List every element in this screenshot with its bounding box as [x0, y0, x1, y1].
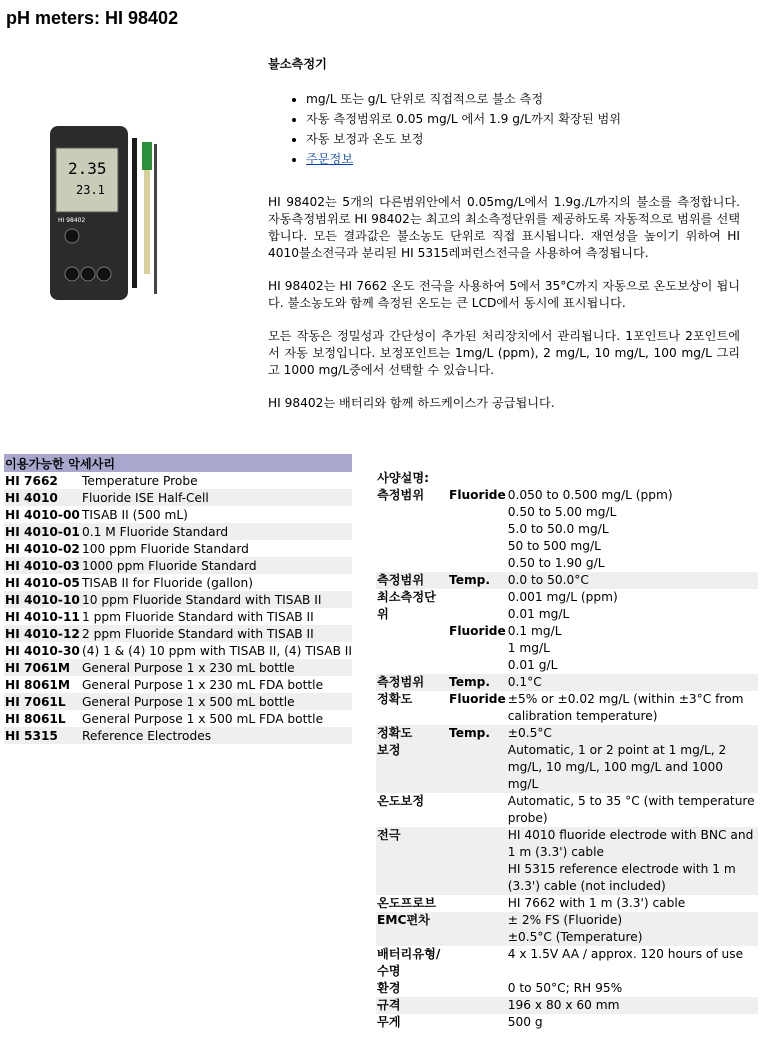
spec-value: ±0.5°C [507, 725, 758, 742]
spec-label: 무게 [377, 1015, 401, 1029]
description-paragraph: HI 98402는 HI 7662 온도 전극을 사용하여 5에서 35°C까지 자동으로 온도보상이 됩니다. 불소농도와 함께 측정된 온도는 큰 LCD에서 동시에 표시됩니다. [268, 279, 740, 310]
accessory-row [4, 608, 352, 625]
accessory-row [4, 523, 352, 540]
spec-label: 환경 [377, 981, 401, 995]
accessory-row [4, 676, 352, 693]
accessory-description: General Purpose 1 x 230 mL bottle [81, 659, 352, 676]
spec-value: 0.1 mg/L 1 mg/L 0.01 g/L [507, 624, 562, 672]
accessory-row [4, 574, 352, 591]
accessory-code: HI 7061L [4, 693, 81, 710]
spec-sublabel: Temp. [448, 725, 507, 742]
order-info-link[interactable]: 주문정보 [306, 152, 354, 166]
spec-value: ±5% or ±0.02 mg/L (within ±3°C from calibration temperature) [507, 692, 744, 723]
accessory-code: HI 4010-02 [5, 541, 80, 556]
spec-sublabel: Temp. [448, 572, 507, 589]
spec-label: 배터리유형/수명 [377, 947, 441, 978]
accessory-code: HI 7061M [4, 659, 81, 676]
spec-sublabel: Fluoride [449, 624, 506, 638]
accessory-code: HI 4010 [4, 489, 81, 506]
lcd-reading-bottom: 23.1 [76, 183, 105, 197]
spec-label: 규격 [376, 997, 448, 1014]
spec-row [376, 895, 758, 912]
spec-label: 온도보정 [377, 794, 425, 808]
spec-label [376, 623, 448, 674]
meter-product-image [46, 118, 166, 304]
accessory-code: HI 4010-10 [5, 592, 80, 607]
spec-value: 196 x 80 x 60 mm [507, 997, 758, 1014]
feature-item: • 자동 보정과 온도 보정 [306, 131, 740, 148]
spec-value: 4 x 1.5V AA / approx. 120 hours of use [507, 947, 744, 961]
accessory-code: HI 4010-11 [5, 609, 80, 624]
meter-button-on [65, 229, 79, 243]
accessory-description: TISAB II (500 mL) [81, 507, 188, 522]
accessory-code: HI 4010-00 [5, 507, 80, 522]
lcd-reading-top: 2.35 [68, 159, 107, 178]
accessory-row [4, 625, 352, 642]
accessory-description: General Purpose 1 x 230 mL FDA bottle [81, 677, 324, 692]
specifications-caption: 사양설명: [377, 471, 429, 485]
accessory-code: HI 7662 [5, 473, 58, 488]
specifications-table [376, 470, 758, 1031]
accessory-description: 1 ppm Fluoride Standard with TISAB II [81, 609, 314, 624]
accessory-description: General Purpose 1 x 500 mL FDA bottle [81, 711, 324, 726]
spec-label: 전극 [376, 827, 448, 895]
accessory-row [4, 710, 352, 727]
accessory-code: HI 4010-05 [5, 575, 80, 590]
spec-row [376, 742, 758, 793]
spec-label: 온도프로브 [377, 896, 436, 910]
spec-row [376, 1014, 758, 1031]
accessory-description: 0.1 M Fluoride Standard [81, 523, 352, 540]
accessory-description: (4) 1 & (4) 10 ppm with TISAB II, (4) TISAB II [81, 643, 352, 658]
spec-row [376, 623, 758, 674]
feature-item: • mg/L 또는 g/L 단위로 직접적으로 불소 측정 [306, 91, 740, 108]
spec-label: 정확도 [376, 725, 448, 742]
spec-value: 0.050 to 0.500 mg/L (ppm) 0.50 to 5.00 mg/L 5.0 to 50.0 mg/L 50 to 500 mg/L 0.50 to 1.90 g/L [507, 488, 673, 570]
accessory-description: Reference Electrodes [81, 727, 352, 744]
spec-label: 측정범위 [376, 674, 448, 691]
product-subtitle: 불소측정기 [268, 57, 327, 71]
spec-value: 0.1°C [507, 674, 758, 691]
spec-sublabel [448, 946, 507, 980]
accessory-row [4, 693, 352, 710]
page-title: pH meters: HI 98402 [6, 8, 179, 28]
spec-sublabel [448, 793, 507, 827]
accessory-description: 1000 ppm Fluoride Standard [81, 557, 352, 574]
accessory-description: 10 ppm Fluoride Standard with TISAB II [81, 591, 352, 608]
accessory-code: HI 4010-30 [5, 643, 80, 658]
accessory-row [4, 727, 352, 744]
spec-value: 0 to 50°C; RH 95% [507, 981, 623, 995]
accessories-header: 이용가능한 악세사리 [4, 454, 352, 472]
spec-row [376, 572, 758, 589]
spec-label: 최소측정단위 [377, 590, 436, 621]
feature-item: • 자동 측정범위로 0.05 mg/L 에서 1.9 g/L까지 확장된 범위 [306, 111, 740, 128]
spec-row [376, 589, 758, 623]
spec-sublabel: Fluoride [449, 488, 506, 502]
description-paragraph: HI 98402는 5개의 다른범위안에서 0.05mg/L에서 1.9g./L까지의 불소를 측정합니다. 자동측정범위로 HI 98402는 최고의 최소측정단위를 제공하도록 자동적으로 범위를 선택합니다. 모든 결과값은 불소농도 단위로 직접 표시됩니다. 재연성을 높이기 위하여 HI 4010불소전극과 분리된 HI 5315레퍼런스전극을 사용하여 측정됩니다. [268, 195, 740, 260]
accessory-description: 2 ppm Fluoride Standard with TISAB II [81, 625, 352, 642]
spec-sublabel [448, 589, 507, 623]
accessory-description: Fluoride ISE Half-Cell [81, 489, 352, 506]
spec-sublabel [448, 912, 507, 946]
accessory-code: HI 8061L [5, 711, 66, 726]
spec-sublabel [448, 1014, 507, 1031]
spec-row [376, 793, 758, 827]
accessory-description: Temperature Probe [81, 473, 198, 488]
feature-list [268, 91, 740, 168]
spec-label: 보정 [376, 742, 448, 793]
spec-sublabel [448, 827, 507, 895]
accessory-code: HI 4010-03 [5, 558, 80, 573]
spec-label: EMC편차 [376, 912, 448, 946]
accessories-table [4, 454, 352, 744]
spec-value: 500 g [507, 1015, 543, 1029]
description-paragraph: HI 98402는 배터리와 함께 하드케이스가 공급됩니다. [268, 396, 555, 410]
accessory-code: HI 5315 [4, 727, 81, 744]
spec-value: 0.0 to 50.0°C [507, 572, 758, 589]
accessory-code: HI 4010-01 [5, 524, 80, 539]
spec-row [376, 674, 758, 691]
accessory-row [4, 506, 352, 523]
spec-row [376, 980, 758, 997]
meter-lcd [56, 148, 118, 212]
spec-sublabel [448, 742, 507, 793]
spec-row [376, 487, 758, 572]
spec-row [376, 946, 758, 980]
accessory-row [4, 557, 352, 574]
spec-label: 측정범위 [376, 572, 448, 589]
product-description [268, 56, 740, 428]
accessory-code: HI 4010-12 [5, 626, 80, 641]
accessory-description: TISAB II for Fluoride (gallon) [81, 575, 253, 590]
spec-sublabel: Temp. [448, 674, 507, 691]
accessory-row [4, 489, 352, 506]
spec-row [376, 997, 758, 1014]
description-paragraph: 모든 작동은 정밀성과 간단성이 추가된 처리장치에서 관리됩니다. 1포인트나 2포인트에서 자동 보정입니다. 보정포인트는 1mg/L (ppm), 2 mg/L, 10 mg/L, 100 mg/L 그리고 1000 mg/L중에서 선택할 수 있습니다. [268, 329, 740, 377]
spec-sublabel [448, 895, 507, 912]
accessory-row [4, 591, 352, 608]
spec-label: 정확도 [377, 692, 413, 706]
spec-value: Automatic, 1 or 2 point at 1 mg/L, 2 mg/L, 10 mg/L, 100 mg/L and 1000 mg/L [507, 742, 758, 793]
spec-row [376, 691, 758, 725]
meter-model-label: HI 98402 [58, 217, 86, 224]
spec-value: 0.001 mg/L (ppm) 0.01 mg/L [507, 590, 618, 621]
accessory-description: General Purpose 1 x 500 mL bottle [81, 693, 352, 710]
accessory-row [4, 659, 352, 676]
accessory-code: HI 8061M [5, 677, 71, 692]
spec-label: 측정범위 [377, 488, 425, 502]
electrode-cable [132, 138, 137, 288]
spec-value: ± 2% FS (Fluoride) ±0.5°C (Temperature) [507, 912, 758, 946]
spec-value: HI 4010 fluoride electrode with BNC and 1 m (3.3') cable HI 5315 reference electrode with 1 m (3.3') cable (not included) [507, 827, 758, 895]
spec-sublabel: Fluoride [449, 692, 506, 706]
spec-sublabel [448, 997, 507, 1014]
spec-row [376, 827, 758, 895]
spec-row [376, 725, 758, 742]
temperature-probe [154, 144, 157, 294]
spec-value: Automatic, 5 to 35 °C (with temperature probe) [507, 794, 755, 825]
spec-row [376, 912, 758, 946]
accessory-row [4, 540, 352, 557]
accessory-row [4, 642, 352, 659]
accessory-row [4, 472, 352, 489]
accessory-description: 100 ppm Fluoride Standard [81, 541, 249, 556]
spec-value: HI 7662 with 1 m (3.3') cable [507, 896, 686, 910]
spec-sublabel [448, 980, 507, 997]
